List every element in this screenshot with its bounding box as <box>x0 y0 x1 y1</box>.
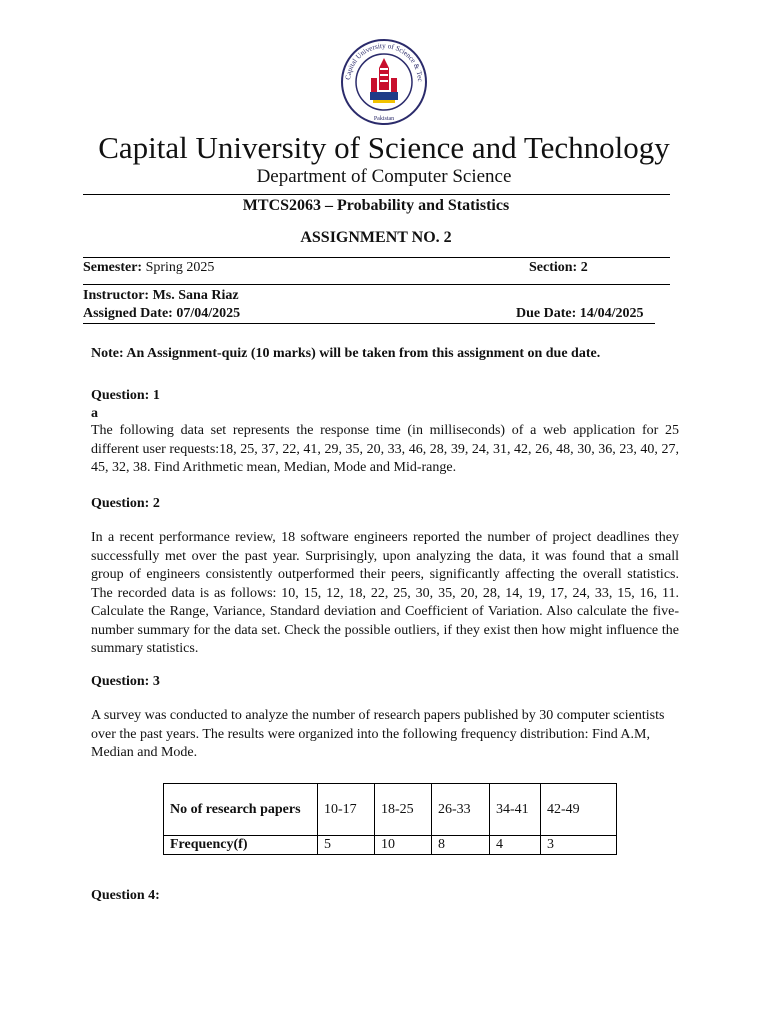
semester-value: Spring 2025 <box>142 260 215 275</box>
assigned-date-field: Assigned Date: 07/04/2025 <box>83 306 241 321</box>
university-name: Capital University of Science and Technology <box>98 130 670 165</box>
frequency-table <box>163 783 617 855</box>
question-1-text: The following data set represents the response time (in milliseconds) of a web application for 25 different user requests:18, 25, 37, 22, 41, 29, 35, 20, 33, 46, 28, 39, 24, 31, 42, 26, 48, 30, 36, 23, 40, 27, 45, 32, 38. Find Arithmetic mean, Median, Mode and Mid-range. <box>91 423 679 475</box>
table-cell: 5 <box>318 836 375 855</box>
section-field: Section: 2 <box>529 260 588 275</box>
question-3-heading: Question: 3 <box>91 674 160 689</box>
question-3-text: A survey was conducted to analyze the number of research papers published by 30 computer scientists over the past years. The results were organized into the following frequency distribution: Find A.M, Median and Mode. <box>91 708 665 760</box>
table-cell: 42-49 <box>541 784 617 836</box>
question-4-heading: Question 4: <box>91 888 160 903</box>
table-row-frequency <box>164 836 617 855</box>
table-cell: 10 <box>375 836 432 855</box>
crest-place-text: Pakistan <box>373 116 395 122</box>
instructor-field: Instructor: Ms. Sana Riaz <box>83 288 239 303</box>
table-header-cell: Frequency(f) <box>164 836 318 855</box>
semester-label: Semester: <box>83 260 143 275</box>
due-date-field: Due Date: 14/04/2025 <box>516 306 644 321</box>
table-cell: 3 <box>541 836 617 855</box>
table-cell: 34-41 <box>490 784 541 836</box>
table-header-cell: No of research papers <box>164 784 318 836</box>
question-2-text: In a recent performance review, 18 software engineers reported the number of project deadlines they successfully met over the past year. Surprisingly, upon analyzing the data, it was found that a small group of engineers consistently outperformed their peers, significantly affecting the overall statistics. The recorded data is as follows: 10, 15, 12, 18, 22, 25, 30, 35, 20, 28, 14, 19, 17, 24, 33, 15, 16, 11. Calculate the Range, Variance, Standard deviation and Coefficient of Variation. Also calculate the five-number summary for the data set. Check the possible outliers, if they exist then how might influence the summary statistics. <box>91 530 679 656</box>
question-2-heading: Question: 2 <box>91 496 160 511</box>
table-row-classes <box>164 784 617 836</box>
university-crest-icon <box>340 38 428 126</box>
info-divider-top <box>83 257 670 258</box>
course-title: MTCS2063 – Probability and Statistics <box>242 197 510 214</box>
table-cell: 8 <box>432 836 490 855</box>
question-1-heading: Question: 1 <box>91 388 160 403</box>
question-1-part: a <box>91 406 98 421</box>
info-divider-middle <box>83 284 670 285</box>
assignment-note: Note: An Assignment-quiz (10 marks) will be taken from this assignment on due date. <box>91 346 601 361</box>
assignment-title: ASSIGNMENT NO. 2 <box>300 229 452 246</box>
table-cell: 18-25 <box>375 784 432 836</box>
semester-field <box>83 259 214 277</box>
table-cell: 26-33 <box>432 784 490 836</box>
department-name: Department of Computer Science <box>256 166 512 187</box>
table-cell: 4 <box>490 836 541 855</box>
crest-ring-text: Capital University of Science & Tec <box>344 41 425 82</box>
info-divider-bottom <box>83 323 655 324</box>
table-cell: 10-17 <box>318 784 375 836</box>
